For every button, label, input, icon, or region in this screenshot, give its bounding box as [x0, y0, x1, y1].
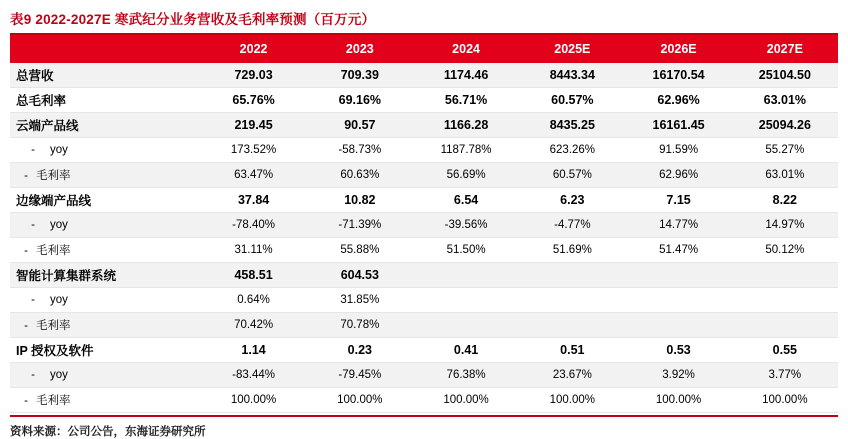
table-cell: 8443.34: [519, 63, 625, 88]
table-cell: -71.39%: [307, 213, 413, 238]
table-cell: 63.01%: [732, 163, 838, 188]
bullet-dash-icon: -: [31, 219, 35, 231]
table-cell: 100.00%: [307, 388, 413, 413]
row-label: [10, 363, 200, 388]
table-cell: [413, 288, 519, 313]
table-cell: 69.16%: [307, 88, 413, 113]
table-cell: 62.96%: [625, 88, 731, 113]
table-cell: -58.73%: [307, 138, 413, 163]
table-row: [10, 263, 838, 288]
row-label: [10, 338, 200, 363]
bullet-dash-icon: -: [31, 144, 35, 156]
row-label-text: yoy: [50, 144, 68, 156]
table-cell: 1187.78%: [413, 138, 519, 163]
table-cell: 37.84: [200, 188, 306, 213]
table-cell: 729.03: [200, 63, 306, 88]
table-cell: 458.51: [200, 263, 306, 288]
table-cell: 1166.28: [413, 113, 519, 138]
table-row: [10, 213, 838, 238]
table-cell: 50.12%: [732, 238, 838, 263]
table-cell: 60.57%: [519, 163, 625, 188]
table-cell: 6.54: [413, 188, 519, 213]
bullet-dash-icon: -: [24, 170, 28, 182]
table-row: [10, 138, 838, 163]
row-label-text: yoy: [50, 219, 68, 231]
row-label-text: 总营收: [16, 69, 54, 83]
table-row: [10, 188, 838, 213]
header-cell-2027e: 2027E: [732, 35, 838, 63]
table-header: [10, 35, 838, 63]
table-cell: 173.52%: [200, 138, 306, 163]
table-cell: 100.00%: [625, 388, 731, 413]
table-cell: 90.57: [307, 113, 413, 138]
table-cell: 23.67%: [519, 363, 625, 388]
table-cell: 8435.25: [519, 113, 625, 138]
table-cell: 6.23: [519, 188, 625, 213]
table-row: [10, 163, 838, 188]
bullet-dash-icon: -: [24, 320, 28, 332]
table-cell: 31.85%: [307, 288, 413, 313]
table-cell: -39.56%: [413, 213, 519, 238]
header-cell-2023: 2023: [307, 35, 413, 63]
row-label: [10, 163, 200, 188]
financial-forecast-table: [10, 35, 838, 413]
table-cell: 10.82: [307, 188, 413, 213]
row-label: [10, 388, 200, 413]
row-label-text: 云端产品线: [16, 119, 79, 133]
table-cell: 25104.50: [732, 63, 838, 88]
table-cell: 25094.26: [732, 113, 838, 138]
table-cell: 3.92%: [625, 363, 731, 388]
row-label-text: 毛利率: [36, 245, 71, 257]
table-cell: 76.38%: [413, 363, 519, 388]
table-cell: [732, 288, 838, 313]
row-label: [10, 288, 200, 313]
row-label-text: 毛利率: [36, 320, 71, 332]
row-label-text: 毛利率: [36, 395, 71, 407]
table-cell: 60.57%: [519, 88, 625, 113]
table-cell: 14.77%: [625, 213, 731, 238]
table-cell: [413, 263, 519, 288]
figure-title: 表9 2022-2027E 寒武纪分业务营收及毛利率预测（百万元）: [10, 12, 376, 27]
table-cell: 0.41: [413, 338, 519, 363]
table-cell: 56.69%: [413, 163, 519, 188]
table-cell: 7.15: [625, 188, 731, 213]
table-cell: 0.53: [625, 338, 731, 363]
row-label: [10, 188, 200, 213]
table-cell: -78.40%: [200, 213, 306, 238]
row-label-text: yoy: [50, 294, 68, 306]
header-cell-label: [10, 35, 200, 63]
table-cell: 219.45: [200, 113, 306, 138]
table-cell: [625, 313, 731, 338]
header-cell-2026e: 2026E: [625, 35, 731, 63]
table-cell: 3.77%: [732, 363, 838, 388]
table-cell: 62.96%: [625, 163, 731, 188]
table-cell: [519, 288, 625, 313]
header-cell-2024: 2024: [413, 35, 519, 63]
table-cell: -4.77%: [519, 213, 625, 238]
table-cell: 55.27%: [732, 138, 838, 163]
table-cell: 91.59%: [625, 138, 731, 163]
table-cell: [732, 313, 838, 338]
table-cell: 100.00%: [519, 388, 625, 413]
table-cell: 0.55: [732, 338, 838, 363]
bullet-dash-icon: -: [31, 369, 35, 381]
table-row: [10, 238, 838, 263]
row-label: [10, 213, 200, 238]
table-cell: 100.00%: [200, 388, 306, 413]
table-cell: 65.76%: [200, 88, 306, 113]
header-cell-2022: 2022: [200, 35, 306, 63]
row-label-text: 智能计算集群系统: [16, 269, 117, 283]
table-cell: 709.39: [307, 63, 413, 88]
row-label-text: 边缘端产品线: [16, 194, 92, 208]
row-label: [10, 113, 200, 138]
table-row: [10, 363, 838, 388]
table-row: [10, 113, 838, 138]
table-cell: 8.22: [732, 188, 838, 213]
table-row: [10, 63, 838, 88]
table-cell: [519, 263, 625, 288]
source-note: 资料来源：公司公告，东海证券研究所: [10, 426, 206, 438]
row-label: [10, 88, 200, 113]
row-label: [10, 138, 200, 163]
table-cell: 63.47%: [200, 163, 306, 188]
table-cell: 16161.45: [625, 113, 731, 138]
table-cell: 56.71%: [413, 88, 519, 113]
table-cell: 70.78%: [307, 313, 413, 338]
table-cell: 63.01%: [732, 88, 838, 113]
table-row: [10, 388, 838, 413]
header-row: [10, 35, 838, 63]
table-cell: 60.63%: [307, 163, 413, 188]
table-cell: 70.42%: [200, 313, 306, 338]
table-cell: 14.97%: [732, 213, 838, 238]
bullet-dash-icon: -: [31, 294, 35, 306]
row-label-text: yoy: [50, 369, 68, 381]
row-label-text: 毛利率: [36, 170, 71, 182]
table-cell: 623.26%: [519, 138, 625, 163]
table-cell: [732, 263, 838, 288]
table-row: [10, 88, 838, 113]
table-cell: 0.23: [307, 338, 413, 363]
table-row: [10, 288, 838, 313]
table-cell: 100.00%: [413, 388, 519, 413]
table-cell: 100.00%: [732, 388, 838, 413]
table-cell: -83.44%: [200, 363, 306, 388]
table-cell: [625, 263, 731, 288]
table-cell: 0.51: [519, 338, 625, 363]
table-body: [10, 63, 838, 413]
table-cell: 51.69%: [519, 238, 625, 263]
bullet-dash-icon: -: [24, 395, 28, 407]
row-label: [10, 263, 200, 288]
table-cell: [625, 288, 731, 313]
table-cell: 55.88%: [307, 238, 413, 263]
table-cell: 604.53: [307, 263, 413, 288]
row-label: [10, 313, 200, 338]
table-row: [10, 338, 838, 363]
table-cell: 1.14: [200, 338, 306, 363]
table-cell: [413, 313, 519, 338]
bullet-dash-icon: -: [24, 245, 28, 257]
table-cell: 51.47%: [625, 238, 731, 263]
table-cell: 0.64%: [200, 288, 306, 313]
table-cell: 31.11%: [200, 238, 306, 263]
table-row: [10, 313, 838, 338]
table-cell: 1174.46: [413, 63, 519, 88]
table-cell: [519, 313, 625, 338]
table-cell: 51.50%: [413, 238, 519, 263]
row-label-text: 总毛利率: [16, 94, 67, 108]
row-label-text: IP 授权及软件: [16, 344, 94, 358]
row-label: [10, 63, 200, 88]
table-cell: 16170.54: [625, 63, 731, 88]
header-cell-2025e: 2025E: [519, 35, 625, 63]
table-cell: -79.45%: [307, 363, 413, 388]
row-label: [10, 238, 200, 263]
